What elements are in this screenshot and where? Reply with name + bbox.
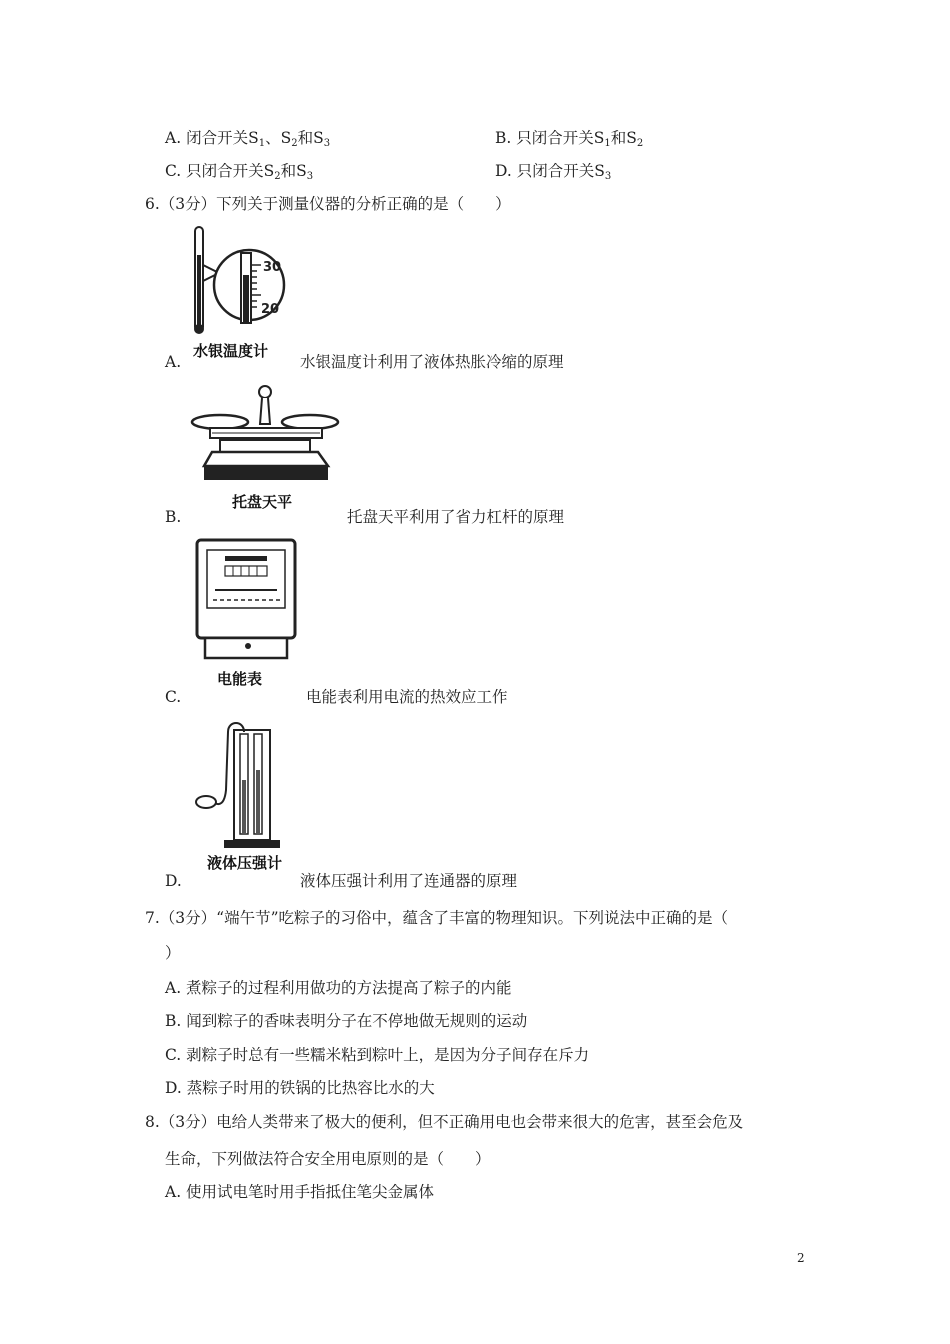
q6-option-c-letter: C. [165,688,182,706]
q5-option-c: C. 只闭合开关$S_2$和$S_3$ [165,162,314,182]
q8-stem-line1: 8.（3分）电给人类带来了极大的便利，但不正确用电也会带来很大的危害，甚至会危及 [145,1113,744,1131]
q6-option-d-letter: D. [165,872,182,890]
pressure-gauge-figure-label: 液体压强计 [207,854,283,872]
q5-option-d: D. 只闭合开关$S_3$ [495,162,612,182]
page-number: 2 [797,1251,805,1265]
q7-stem-line2: ） [165,944,181,962]
q6-option-b-letter: B. [165,508,182,526]
electric-meter-figure [195,538,300,663]
q7-option-d: D. 蒸粽子时用的铁锅的比热容比水的大 [165,1079,435,1097]
balance-figure-label: 托盘天平 [232,493,293,511]
q8-option-a: A. 使用试电笔时用手指抵住笔尖金属体 [165,1183,435,1201]
electric-meter-figure-label: 电能表 [217,670,263,688]
q6-option-d-text: 液体压强计利用了连通器的原理 [300,872,518,890]
tray-balance-figure [190,384,345,489]
q7-option-a: A. 煮粽子的过程利用做功的方法提高了粽子的内能 [165,979,512,997]
q7-option-c: C. 剥粽子时总有一些糯米粘到粽叶上，是因为分子间存在斥力 [165,1046,590,1064]
q6-stem: 6.（3分）下列关于测量仪器的分析正确的是（ ） [145,195,511,213]
q6-option-a-text: 水银温度计利用了液体热胀冷缩的原理 [300,353,564,371]
scale-label-30: 30 [263,260,282,275]
q6-option-c-text: 电能表利用电流的热效应工作 [306,688,508,706]
scale-label-20: 20 [261,302,280,317]
q5-option-b: B. 只闭合开关$S_1$和$S_2$ [495,129,644,149]
q5-option-a: A. 闭合开关$S_1$、$S_2$和$S_3$ [165,129,331,149]
q6-option-a-letter: A. [165,353,182,371]
liquid-pressure-gauge-figure [188,720,288,850]
thermometer-figure-label: 水银温度计 [193,342,269,360]
mercury-thermometer-figure [185,225,295,337]
q6-option-b-text: 托盘天平利用了省力杠杆的原理 [347,508,565,526]
q8-stem-line2: 生命，下列做法符合安全用电原则的是（ ） [165,1150,491,1168]
q7-option-b: B. 闻到粽子的香味表明分子在不停地做无规则的运动 [165,1012,528,1030]
q7-stem-line1: 7.（3分）“端午节”吃粽子的习俗中，蕴含了丰富的物理知识。下列说法中正确的是（ [145,909,729,927]
